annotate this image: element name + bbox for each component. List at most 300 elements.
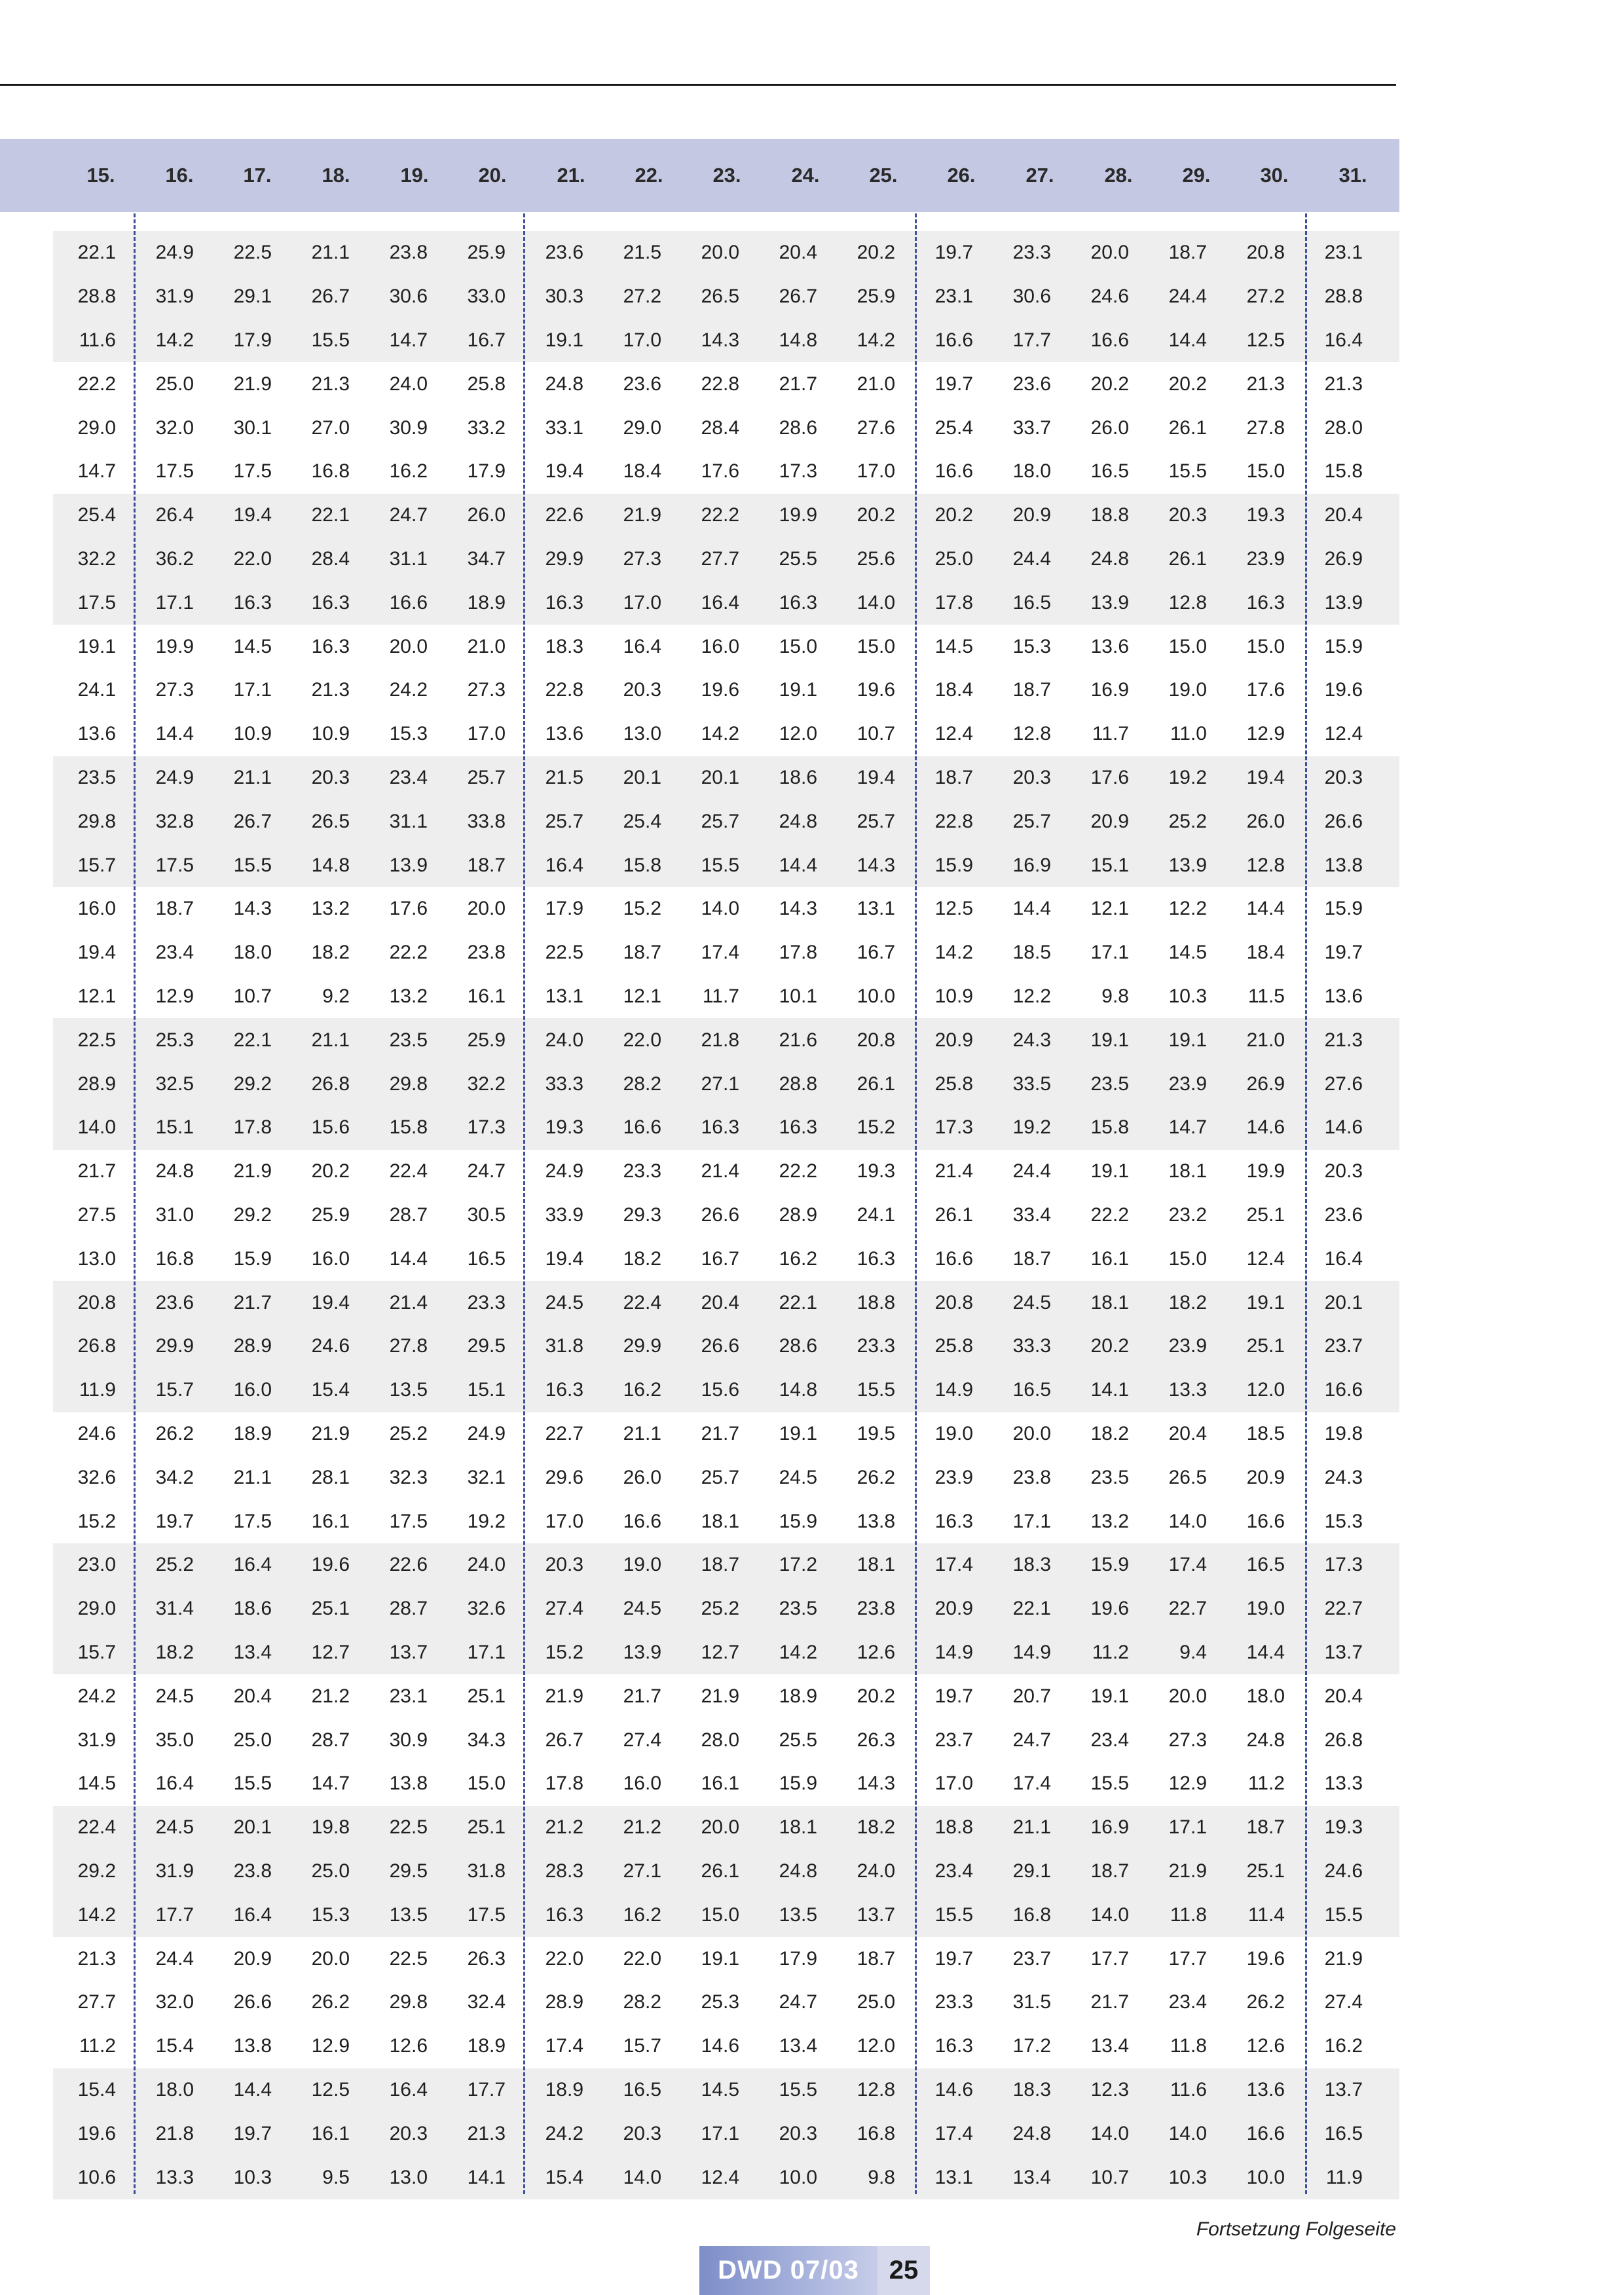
table-row [53, 1893, 1399, 1937]
table-cell: 19.1 [1090, 1029, 1129, 1051]
table-cell: 10.9 [934, 985, 973, 1007]
table-cell: 11.4 [1247, 1903, 1285, 1926]
table-cell: 14.1 [1090, 1379, 1129, 1401]
table-cell: 33.0 [467, 285, 506, 308]
table-cell: 16.0 [77, 898, 116, 920]
table-cell: 20.2 [1168, 373, 1207, 395]
table-cell: 26.1 [1168, 547, 1207, 570]
table-cell: 11.0 [1170, 723, 1207, 745]
table-cell: 27.3 [467, 679, 506, 701]
table-cell: 26.7 [545, 1729, 583, 1751]
table-cell: 14.0 [1168, 2122, 1207, 2144]
table-cell: 13.4 [779, 2035, 817, 2057]
table-cell: 16.3 [701, 1116, 739, 1139]
table-cell: 22.1 [77, 242, 116, 264]
table-cell: 17.4 [1012, 1772, 1051, 1795]
table-cell: 31.8 [467, 1860, 506, 1882]
table-cell: 12.5 [1246, 329, 1285, 351]
table-cell: 23.1 [1324, 242, 1363, 264]
table-cell: 17.4 [934, 1554, 973, 1576]
table-cell: 26.1 [934, 1203, 973, 1226]
table-cell: 28.9 [233, 1335, 272, 1357]
table-cell: 11.8 [1170, 1903, 1207, 1926]
table-cell: 10.3 [233, 2166, 272, 2188]
table-cell: 11.9 [1325, 2166, 1363, 2188]
table-cell: 19.1 [545, 329, 583, 351]
table-cell: 20.3 [623, 2122, 661, 2144]
table-cell: 17.8 [233, 1116, 272, 1139]
table-cell: 18.7 [1168, 242, 1207, 264]
table-cell: 24.5 [155, 1816, 194, 1839]
table-cell: 20.3 [1324, 766, 1363, 788]
table-cell: 24.9 [155, 766, 194, 788]
table-cell: 19.4 [1246, 766, 1285, 788]
table-cell: 18.4 [623, 460, 661, 483]
table-cell: 18.9 [779, 1685, 817, 1707]
table-cell: 23.6 [1324, 1203, 1363, 1226]
table-cell: 11.6 [1170, 2078, 1207, 2101]
table-cell: 22.2 [389, 942, 428, 964]
table-row [53, 1762, 1399, 1806]
table-cell: 23.5 [1090, 1073, 1129, 1095]
table-cell: 17.9 [233, 329, 272, 351]
table-cell: 27.5 [77, 1203, 116, 1226]
table-cell: 18.7 [1012, 679, 1051, 701]
table-cell: 25.3 [155, 1029, 194, 1051]
table-row [53, 538, 1399, 581]
table-cell: 27.1 [623, 1860, 661, 1882]
table-cell: 17.5 [233, 460, 272, 483]
table-row [53, 1981, 1399, 2025]
table-cell: 15.0 [701, 1903, 739, 1926]
table-cell: 23.4 [1168, 1991, 1207, 2013]
table-cell: 15.5 [934, 1903, 973, 1926]
table-cell: 20.1 [701, 766, 739, 788]
table-row [53, 931, 1399, 975]
table-cell: 14.3 [701, 329, 739, 351]
table-cell: 16.1 [311, 2122, 350, 2144]
table-cell: 14.5 [701, 2078, 739, 2101]
table-row [53, 669, 1399, 712]
table-cell: 20.3 [389, 2122, 428, 2144]
table-cell: 17.7 [155, 1903, 194, 1926]
table-cell: 13.1 [545, 985, 583, 1007]
table-cell: 16.2 [623, 1379, 661, 1401]
table-cell: 13.6 [1324, 985, 1363, 1007]
table-cell: 18.7 [1090, 1860, 1129, 1882]
table-cell: 17.4 [1168, 1554, 1207, 1576]
table-cell: 30.5 [467, 1203, 506, 1226]
table-cell: 16.3 [311, 591, 350, 614]
table-cell: 11.7 [1092, 723, 1129, 745]
table-cell: 34.2 [155, 1466, 194, 1488]
table-cell: 17.3 [467, 1116, 506, 1139]
table-cell: 27.6 [857, 416, 895, 439]
table-cell: 24.4 [155, 1947, 194, 1970]
table-cell: 20.1 [233, 1816, 272, 1839]
table-cell: 12.5 [311, 2078, 350, 2101]
table-cell: 19.4 [545, 460, 583, 483]
table-cell: 24.3 [1012, 1029, 1051, 1051]
table-cell: 22.7 [1324, 1598, 1363, 1620]
table-cell: 12.8 [1168, 591, 1207, 614]
table-cell: 18.9 [233, 1422, 272, 1444]
table-cell: 26.3 [467, 1947, 506, 1970]
table-cell: 22.0 [233, 547, 272, 570]
table-cell: 14.4 [1246, 898, 1285, 920]
table-cell: 21.7 [779, 373, 817, 395]
table-cell: 14.4 [233, 2078, 272, 2101]
table-cell: 19.6 [311, 1554, 350, 1576]
table-cell: 21.3 [1324, 1029, 1363, 1051]
table-cell: 21.9 [545, 1685, 583, 1707]
table-cell: 17.9 [779, 1947, 817, 1970]
table-cell: 25.7 [857, 810, 895, 832]
table-cell: 16.6 [934, 329, 973, 351]
table-cell: 26.5 [1168, 1466, 1207, 1488]
table-cell: 23.3 [1012, 242, 1051, 264]
table-cell: 17.5 [233, 1510, 272, 1532]
table-cell: 19.5 [857, 1422, 895, 1444]
table-cell: 18.2 [311, 942, 350, 964]
table-cell: 16.3 [545, 1379, 583, 1401]
table-cell: 22.1 [1012, 1598, 1051, 1620]
table-cell: 15.3 [1012, 635, 1051, 657]
table-cell: 21.1 [623, 1422, 661, 1444]
table-cell: 15.4 [545, 2166, 583, 2188]
table-cell: 20.3 [545, 1554, 583, 1576]
table-cell: 12.1 [1090, 898, 1129, 920]
table-cell: 28.4 [311, 547, 350, 570]
day-header: 21. [557, 164, 585, 187]
table-cell: 14.6 [1246, 1116, 1285, 1139]
table-cell: 15.8 [389, 1116, 428, 1139]
table-cell: 28.2 [623, 1073, 661, 1095]
table-cell: 13.3 [155, 2166, 194, 2188]
table-cell: 16.3 [934, 1510, 973, 1532]
table-cell: 16.9 [1090, 679, 1129, 701]
table-cell: 24.8 [1012, 2122, 1051, 2144]
table-cell: 12.8 [1246, 854, 1285, 876]
table-cell: 32.4 [467, 1991, 506, 2013]
table-cell: 24.7 [389, 504, 428, 526]
table-row [53, 1499, 1399, 1543]
table-cell: 14.5 [1168, 942, 1207, 964]
table-row [53, 1150, 1399, 1194]
table-cell: 23.3 [623, 1160, 661, 1183]
table-cell: 17.6 [1090, 766, 1129, 788]
table-cell: 13.3 [1168, 1379, 1207, 1401]
table-cell: 18.2 [623, 1247, 661, 1270]
table-cell: 27.0 [311, 416, 350, 439]
table-cell: 19.6 [1090, 1598, 1129, 1620]
table-cell: 16.6 [934, 460, 973, 483]
table-cell: 28.4 [701, 416, 739, 439]
table-cell: 24.9 [155, 242, 194, 264]
continuation-note: Fortsetzung Folgeseite [1196, 2218, 1396, 2240]
table-cell: 23.1 [934, 285, 973, 308]
table-cell: 29.5 [389, 1860, 428, 1882]
table-cell: 12.9 [155, 985, 194, 1007]
table-cell: 17.0 [545, 1510, 583, 1532]
table-row [53, 1718, 1399, 1762]
table-cell: 33.4 [1012, 1203, 1051, 1226]
table-cell: 18.0 [155, 2078, 194, 2101]
day-header: 27. [1025, 164, 1054, 187]
table-cell: 15.8 [1090, 1116, 1129, 1139]
table-cell: 15.4 [311, 1379, 350, 1401]
table-cell: 24.1 [77, 679, 116, 701]
table-cell: 16.3 [311, 635, 350, 657]
table-cell: 15.2 [77, 1510, 116, 1532]
table-cell: 12.7 [701, 1641, 739, 1663]
table-cell: 25.8 [467, 373, 506, 395]
table-cell: 16.6 [1246, 1510, 1285, 1532]
day-header: 19. [400, 164, 429, 187]
table-cell: 28.9 [77, 1073, 116, 1095]
table-cell: 31.1 [389, 810, 428, 832]
table-cell: 29.8 [389, 1073, 428, 1095]
table-cell: 16.4 [545, 854, 583, 876]
table-cell: 20.2 [1090, 1335, 1129, 1357]
table-cell: 20.8 [77, 1291, 116, 1313]
table-cell: 10.6 [77, 2166, 116, 2188]
table-cell: 15.9 [1090, 1554, 1129, 1576]
table-cell: 32.6 [77, 1466, 116, 1488]
table-cell: 21.7 [701, 1422, 739, 1444]
table-cell: 15.3 [389, 723, 428, 745]
table-cell: 18.3 [545, 635, 583, 657]
table-cell: 14.7 [389, 329, 428, 351]
table-cell: 13.2 [1090, 1510, 1129, 1532]
table-cell: 18.3 [1012, 1554, 1051, 1576]
table-cell: 19.7 [934, 373, 973, 395]
table-cell: 19.7 [155, 1510, 194, 1532]
table-cell: 17.4 [545, 2035, 583, 2057]
table-cell: 22.1 [311, 504, 350, 526]
table-cell: 10.3 [1168, 2166, 1207, 2188]
table-cell: 18.8 [1090, 504, 1129, 526]
table-cell: 12.8 [857, 2078, 895, 2101]
table-cell: 25.0 [233, 1729, 272, 1751]
table-cell: 12.9 [311, 2035, 350, 2057]
table-cell: 28.6 [779, 416, 817, 439]
table-cell: 28.8 [1324, 285, 1363, 308]
table-cell: 16.1 [467, 985, 506, 1007]
table-cell: 17.5 [389, 1510, 428, 1532]
table-cell: 17.8 [545, 1772, 583, 1795]
table-cell: 21.2 [545, 1816, 583, 1839]
table-cell: 17.7 [1012, 329, 1051, 351]
table-cell: 23.0 [77, 1554, 116, 1576]
table-cell: 15.6 [701, 1379, 739, 1401]
table-cell: 31.4 [155, 1598, 194, 1620]
table-cell: 19.7 [233, 2122, 272, 2144]
table-cell: 14.2 [779, 1641, 817, 1663]
table-row [53, 2068, 1399, 2112]
table-cell: 27.7 [77, 1991, 116, 2013]
table-cell: 21.5 [623, 242, 661, 264]
table-row [53, 1937, 1399, 1981]
table-cell: 16.0 [701, 635, 739, 657]
table-cell: 10.0 [779, 2166, 817, 2188]
table-cell: 21.3 [467, 2122, 506, 2144]
table-cell: 11.2 [1092, 1641, 1129, 1663]
table-cell: 10.7 [857, 723, 895, 745]
table-cell: 21.3 [311, 373, 350, 395]
table-cell: 24.7 [779, 1991, 817, 2013]
table-cell: 14.9 [1012, 1641, 1051, 1663]
table-cell: 20.2 [857, 504, 895, 526]
table-cell: 20.9 [934, 1598, 973, 1620]
table-cell: 26.0 [1246, 810, 1285, 832]
table-cell: 22.0 [623, 1947, 661, 1970]
table-cell: 15.5 [233, 854, 272, 876]
table-cell: 13.8 [857, 1510, 895, 1532]
table-cell: 26.7 [311, 285, 350, 308]
table-cell: 21.8 [701, 1029, 739, 1051]
table-cell: 10.7 [1090, 2166, 1129, 2188]
table-cell: 18.4 [934, 679, 973, 701]
table-cell: 28.9 [545, 1991, 583, 2013]
table-cell: 26.4 [155, 504, 194, 526]
table-cell: 24.6 [311, 1335, 350, 1357]
table-cell: 21.9 [311, 1422, 350, 1444]
table-cell: 25.9 [857, 285, 895, 308]
table-cell: 14.0 [857, 591, 895, 614]
table-cell: 20.3 [779, 2122, 817, 2144]
table-cell: 19.1 [1090, 1160, 1129, 1183]
table-cell: 25.7 [467, 766, 506, 788]
table-cell: 18.1 [701, 1510, 739, 1532]
table-row [53, 1062, 1399, 1106]
table-cell: 16.3 [545, 1903, 583, 1926]
table-cell: 17.7 [1090, 1947, 1129, 1970]
table-cell: 23.4 [1090, 1729, 1129, 1751]
table-cell: 18.1 [1168, 1160, 1207, 1183]
table-cell: 18.2 [1090, 1422, 1129, 1444]
table-cell: 14.0 [701, 898, 739, 920]
table-cell: 13.4 [233, 1641, 272, 1663]
table-cell: 15.8 [1324, 460, 1363, 483]
column-group-separator [523, 213, 525, 2194]
table-cell: 24.8 [779, 810, 817, 832]
table-cell: 15.9 [779, 1510, 817, 1532]
table-cell: 29.0 [77, 416, 116, 439]
table-cell: 18.0 [1246, 1685, 1285, 1707]
table-cell: 13.7 [1324, 1641, 1363, 1663]
table-cell: 22.4 [77, 1816, 116, 1839]
table-cell: 36.2 [155, 547, 194, 570]
table-cell: 14.3 [233, 898, 272, 920]
table-cell: 14.3 [779, 898, 817, 920]
table-cell: 16.7 [701, 1247, 739, 1270]
table-cell: 19.7 [934, 242, 973, 264]
table-cell: 21.1 [311, 242, 350, 264]
table-cell: 29.2 [77, 1860, 116, 1882]
table-cell: 10.0 [857, 985, 895, 1007]
table-cell: 16.9 [1090, 1816, 1129, 1839]
table-cell: 12.0 [857, 2035, 895, 2057]
table-cell: 33.1 [545, 416, 583, 439]
table-cell: 21.7 [1090, 1991, 1129, 2013]
table-cell: 29.6 [545, 1466, 583, 1488]
table-cell: 25.3 [701, 1991, 739, 2013]
table-cell: 25.9 [467, 1029, 506, 1051]
table-cell: 21.8 [155, 2122, 194, 2144]
table-cell: 17.1 [467, 1641, 506, 1663]
table-cell: 9.2 [322, 985, 350, 1007]
table-cell: 16.6 [623, 1510, 661, 1532]
day-header: 31. [1338, 164, 1367, 187]
table-cell: 22.0 [545, 1947, 583, 1970]
table-cell: 19.8 [1324, 1422, 1363, 1444]
table-cell: 12.2 [1012, 985, 1051, 1007]
table-cell: 12.4 [1246, 1247, 1285, 1270]
table-cell: 21.9 [233, 373, 272, 395]
table-cell: 16.7 [857, 942, 895, 964]
table-cell: 20.9 [1090, 810, 1129, 832]
table-cell: 25.6 [857, 547, 895, 570]
table-cell: 24.5 [1012, 1291, 1051, 1313]
table-row [53, 1194, 1399, 1238]
table-cell: 31.9 [155, 285, 194, 308]
table-cell: 27.8 [389, 1335, 428, 1357]
table-cell: 26.2 [155, 1422, 194, 1444]
day-header: 25. [869, 164, 898, 187]
table-cell: 17.3 [934, 1116, 973, 1139]
table-row [53, 2156, 1399, 2199]
day-header: 22. [635, 164, 663, 187]
table-cell: 14.1 [467, 2166, 506, 2188]
table-cell: 14.2 [857, 329, 895, 351]
table-cell: 15.1 [467, 1379, 506, 1401]
table-cell: 14.7 [1168, 1116, 1207, 1139]
table-cell: 29.1 [1012, 1860, 1051, 1882]
table-cell: 26.1 [701, 1860, 739, 1882]
table-cell: 16.4 [623, 635, 661, 657]
table-cell: 10.9 [311, 723, 350, 745]
table-cell: 26.3 [857, 1729, 895, 1751]
table-cell: 28.8 [779, 1073, 817, 1095]
table-row [53, 1412, 1399, 1456]
table-cell: 25.2 [389, 1422, 428, 1444]
table-cell: 32.2 [77, 547, 116, 570]
table-cell: 12.3 [1090, 2078, 1129, 2101]
table-cell: 23.8 [233, 1860, 272, 1882]
table-cell: 19.2 [467, 1510, 506, 1532]
table-cell: 23.7 [1324, 1335, 1363, 1357]
table-cell: 9.8 [868, 2166, 895, 2188]
table-row [53, 975, 1399, 1019]
table-cell: 12.4 [934, 723, 973, 745]
table-cell: 16.0 [623, 1772, 661, 1795]
table-cell: 14.4 [389, 1247, 428, 1270]
table-cell: 11.5 [1247, 985, 1285, 1007]
table-row [53, 1237, 1399, 1281]
table-cell: 14.6 [701, 2035, 739, 2057]
table-cell: 20.0 [701, 242, 739, 264]
table-cell: 20.0 [389, 635, 428, 657]
table-cell: 15.9 [233, 1247, 272, 1270]
table-cell: 16.8 [857, 2122, 895, 2144]
table-cell: 21.1 [233, 766, 272, 788]
table-cell: 27.4 [545, 1598, 583, 1620]
table-cell: 28.7 [311, 1729, 350, 1751]
table-cell: 26.6 [701, 1335, 739, 1357]
table-cell: 33.7 [1012, 416, 1051, 439]
table-cell: 18.7 [934, 766, 973, 788]
